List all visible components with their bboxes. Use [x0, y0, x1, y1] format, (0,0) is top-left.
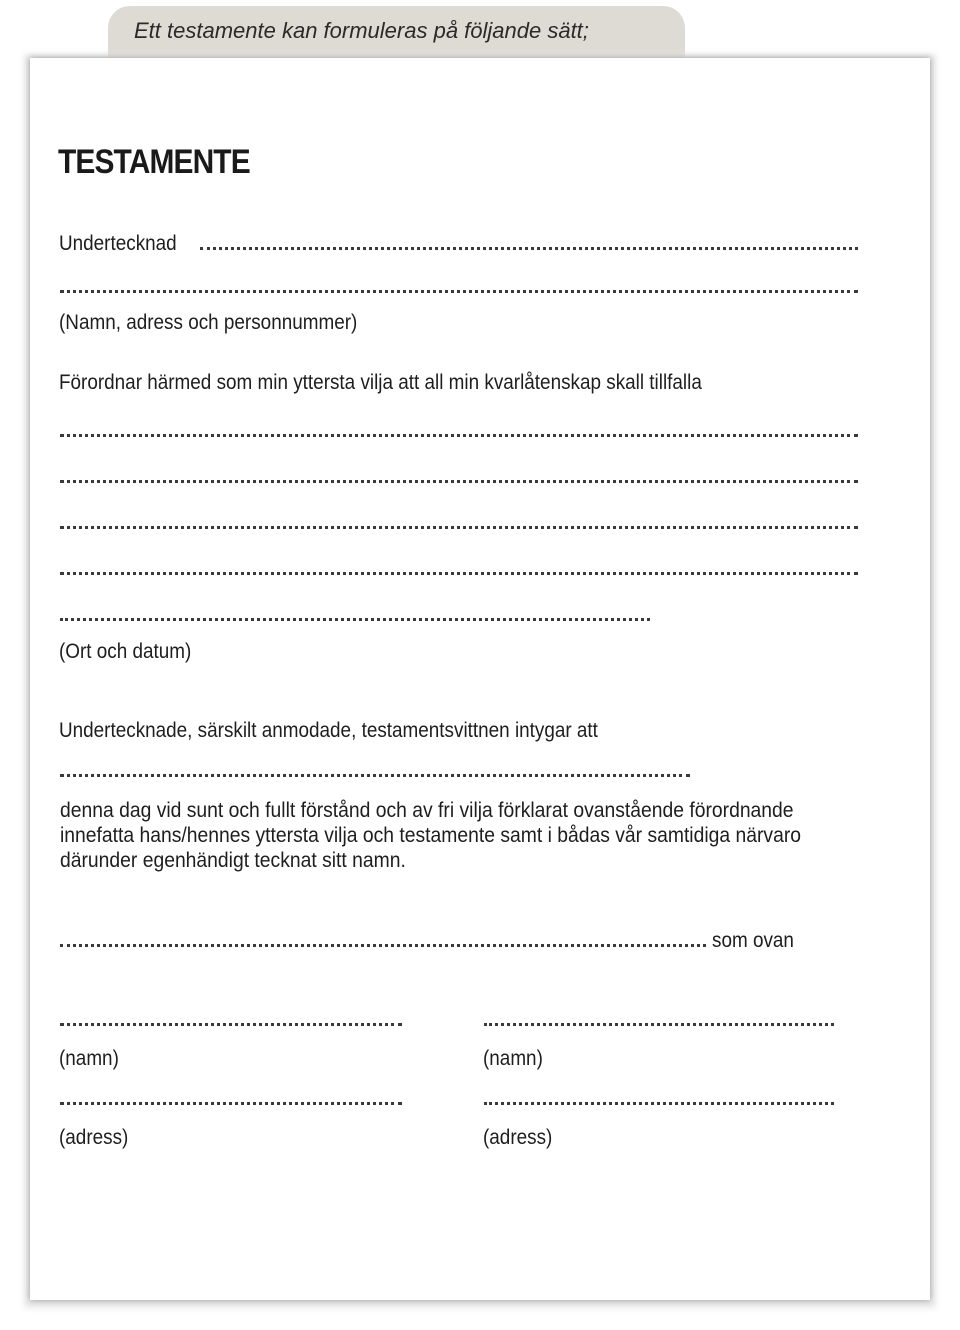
- witness-place-date-line[interactable]: [60, 944, 706, 947]
- witness-statement-line: denna dag vid sunt och fullt förstånd och av fri vilja förklarat ovanstående förordnande: [60, 799, 794, 822]
- witness-statement-line: innefatta hans/hennes yttersta vilja och testamente samt i bådas vår samtidiga närvaro: [60, 824, 802, 847]
- bequest-text: Förordnar härmed som min yttersta vilja att all min kvarlåtenskap skall tillfalla: [59, 371, 702, 394]
- form-header-caption: Ett testamente kan formuleras på följande sätt;: [134, 18, 589, 43]
- beneficiary-line-3[interactable]: [60, 526, 858, 529]
- beneficiary-line-4[interactable]: [60, 572, 858, 575]
- witness-statement-line: därunder egenhändigt tecknat sitt namn.: [60, 849, 406, 872]
- place-date-hint: (Ort och datum): [59, 640, 192, 663]
- name-address-hint: (Namn, adress och personnummer): [59, 311, 358, 334]
- witness-1-signature-line[interactable]: [60, 1023, 402, 1026]
- witnesses-intro: Undertecknade, särskilt anmodade, testamentsvittnen intygar att: [59, 719, 598, 742]
- witness-statement: [60, 798, 888, 873]
- witness-1-address-hint: (adress): [59, 1126, 129, 1149]
- undersigned-address-line[interactable]: [60, 290, 858, 293]
- same-as-above-text: som ovan: [712, 929, 794, 952]
- form-title: TESTAMENTE: [58, 143, 250, 181]
- witness-2-address-hint: (adress): [483, 1126, 553, 1149]
- witness-1-name-hint: (namn): [59, 1047, 119, 1070]
- place-date-line[interactable]: [60, 618, 650, 621]
- beneficiary-line-2[interactable]: [60, 480, 858, 483]
- undersigned-name-line[interactable]: [200, 247, 858, 250]
- beneficiary-line-1[interactable]: [60, 434, 858, 437]
- testator-name-line[interactable]: [60, 774, 690, 777]
- witness-2-address-line[interactable]: [484, 1102, 834, 1105]
- witness-2-signature-line[interactable]: [484, 1023, 834, 1026]
- undersigned-label: Undertecknad: [59, 232, 177, 255]
- witness-1-address-line[interactable]: [60, 1102, 402, 1105]
- witness-2-name-hint: (namn): [483, 1047, 543, 1070]
